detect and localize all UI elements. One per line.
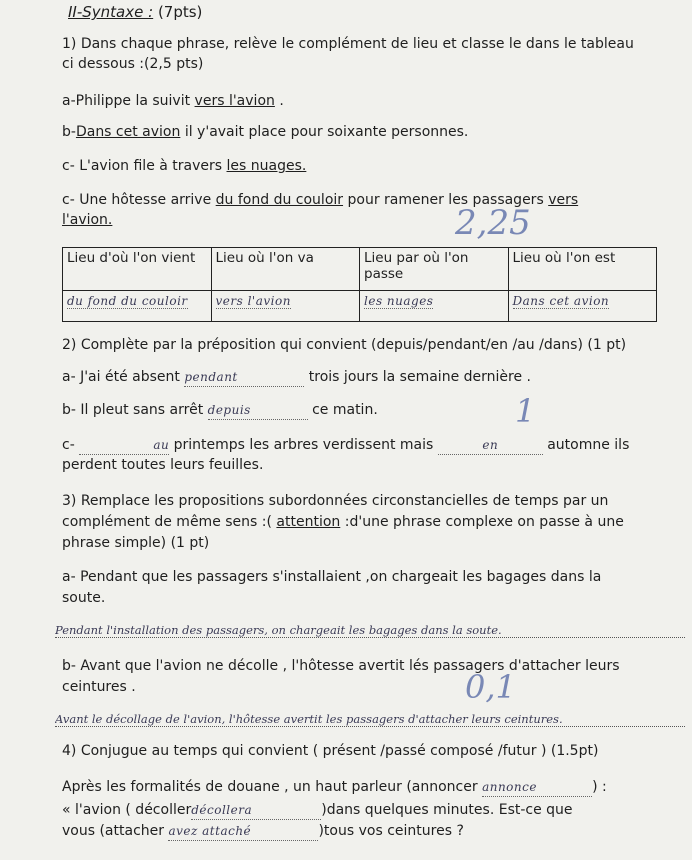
table-header-cell: Lieu par où l'on passe bbox=[360, 248, 509, 291]
table-header-cell: Lieu où l'on est bbox=[508, 248, 657, 291]
q2-c-answer-1: au bbox=[79, 436, 169, 455]
table-answer-cell bbox=[211, 291, 360, 322]
q4-l3-end: )tous vos ceintures ? bbox=[318, 823, 464, 839]
table-answer-cell bbox=[508, 291, 657, 322]
answer-text: les nuages bbox=[364, 294, 434, 308]
table-answer-cell bbox=[360, 291, 509, 322]
q1-b-underlined: Dans cet avion bbox=[75, 124, 181, 140]
q2-score-mark: 1 bbox=[515, 392, 536, 430]
section-title-points: (7pts) bbox=[153, 3, 203, 21]
q4-l2-text: « l'avion ( décoller bbox=[62, 802, 192, 818]
q4-line-2 bbox=[62, 801, 573, 820]
q3-instr2-end: :d'une phrase complexe on passe à une bbox=[340, 514, 624, 530]
q3-instruction-2 bbox=[62, 513, 624, 531]
q1-instruction-1: 1) Dans chaque phrase, relève le complément de lieu et classe le dans le tableau bbox=[62, 36, 634, 52]
q3-sentence-b-line2: ceintures . bbox=[62, 679, 136, 695]
q1-c2-underlined: du fond du couloir bbox=[215, 192, 344, 208]
q1-sentence-b bbox=[62, 123, 468, 141]
q3-attention: attention bbox=[276, 514, 341, 530]
q2-sentence-b bbox=[62, 401, 378, 420]
q2-a-text: a- J'ai été absent bbox=[62, 369, 185, 385]
q2-instruction: 2) Complète par la préposition qui convient (depuis/pendant/en /au /dans) (1 pt) bbox=[62, 337, 627, 353]
q3-b-answer-line: Avant le décollage de l'avion, l'hôtesse avertit les passagers d'attacher leurs ceintures. bbox=[55, 712, 685, 727]
q1-a-underlined: vers l'avion bbox=[194, 93, 275, 109]
q1-score-mark: 2,25 bbox=[455, 203, 531, 243]
q4-l3-answer: avez attaché bbox=[168, 822, 318, 841]
q2-c-answer-2: en bbox=[438, 436, 543, 455]
q1-c1-underlined: les nuages. bbox=[226, 158, 307, 174]
table-answer-cell bbox=[63, 291, 212, 322]
q4-l1-end: ) : bbox=[592, 779, 607, 795]
q4-l2-answer: décollera bbox=[191, 801, 321, 820]
q2-a-answer: pendant bbox=[184, 368, 304, 387]
section-title-label: II-Syntaxe : bbox=[68, 3, 154, 21]
q3-sentence-a: a- Pendant que les passagers s'installaient ,on chargeait les bagages dans la bbox=[62, 569, 602, 585]
q4-l1-text: Après les formalités de douane , un haut parleur (annoncer bbox=[62, 779, 483, 795]
q2-b-end: ce matin. bbox=[307, 402, 378, 418]
answer-text: vers l'avion bbox=[215, 294, 291, 308]
q3-a-answer-line: Pendant l'installation des passagers, on chargeait les bagages dans la soute. bbox=[55, 623, 685, 638]
q2-b-answer: depuis bbox=[208, 401, 308, 420]
q2-a-end: trois jours la semaine dernière . bbox=[304, 369, 531, 385]
q1-c2-underlined-2: vers bbox=[548, 192, 579, 208]
q1-c1-text: c- L'avion file à travers bbox=[62, 158, 227, 174]
q1-c2-line2-underlined: l'avion. bbox=[62, 212, 113, 228]
q2-sentence-c-line2: perdent toutes leurs feuilles. bbox=[62, 457, 264, 473]
q3-instr2-text: complément de même sens :( bbox=[62, 514, 277, 530]
q1-c2-middle: pour ramener les passagers bbox=[343, 192, 549, 208]
table-header-row bbox=[63, 248, 657, 291]
q1-instruction-2: ci dessous :(2,5 pts) bbox=[62, 56, 204, 72]
q1-classification-table bbox=[62, 247, 657, 322]
q4-l2-end: )dans quelques minutes. Est-ce que bbox=[321, 802, 573, 818]
q2-sentence-c bbox=[62, 436, 629, 455]
q1-sentence-c2-line2 bbox=[62, 211, 112, 229]
q2-c-end: automne ils bbox=[542, 437, 630, 453]
q2-c-middle: printemps les arbres verdissent mais bbox=[169, 437, 438, 453]
q3-sentence-b: b- Avant que l'avion ne décolle , l'hôtesse avertit lés passagers d'attacher leurs bbox=[62, 658, 620, 674]
q4-instruction: 4) Conjugue au temps qui convient ( présent /passé composé /futur ) (1.5pt) bbox=[62, 743, 599, 759]
q4-line-3 bbox=[62, 822, 464, 841]
q4-l1-answer: annonce bbox=[482, 778, 592, 797]
q2-b-text: b- Il pleut sans arrêt bbox=[62, 402, 208, 418]
q2-c-prefix: c- bbox=[62, 437, 80, 453]
q3-instruction-3: phrase simple) (1 pt) bbox=[62, 535, 210, 551]
q1-b-text: il y'avait place pour soixante personnes. bbox=[180, 124, 469, 140]
q1-b-prefix: b- bbox=[62, 124, 76, 140]
q3-instruction-1: 3) Remplace les propositions subordonnées circonstancielles de temps par un bbox=[62, 493, 609, 509]
table-header-cell: Lieu où l'on va bbox=[211, 248, 360, 291]
table-header-cell: Lieu d'où l'on vient bbox=[63, 248, 212, 291]
q1-a-text: a-Philippe la suivit bbox=[62, 93, 195, 109]
q1-sentence-c1 bbox=[62, 157, 306, 175]
section-title bbox=[68, 3, 202, 21]
q3-score-mark: 0,1 bbox=[465, 668, 516, 706]
q1-a-end: . bbox=[274, 93, 284, 109]
answer-text: du fond du couloir bbox=[67, 294, 188, 308]
answer-text: Dans cet avion bbox=[512, 294, 610, 308]
table-answer-row bbox=[63, 291, 657, 322]
q1-c2-text: c- Une hôtesse arrive bbox=[62, 192, 216, 208]
q3-sentence-a-line2: soute. bbox=[62, 590, 106, 606]
q2-sentence-a bbox=[62, 368, 531, 387]
q4-line-1 bbox=[62, 778, 607, 797]
q1-sentence-a bbox=[62, 92, 284, 110]
q4-l3-text: vous (attacher bbox=[62, 823, 169, 839]
